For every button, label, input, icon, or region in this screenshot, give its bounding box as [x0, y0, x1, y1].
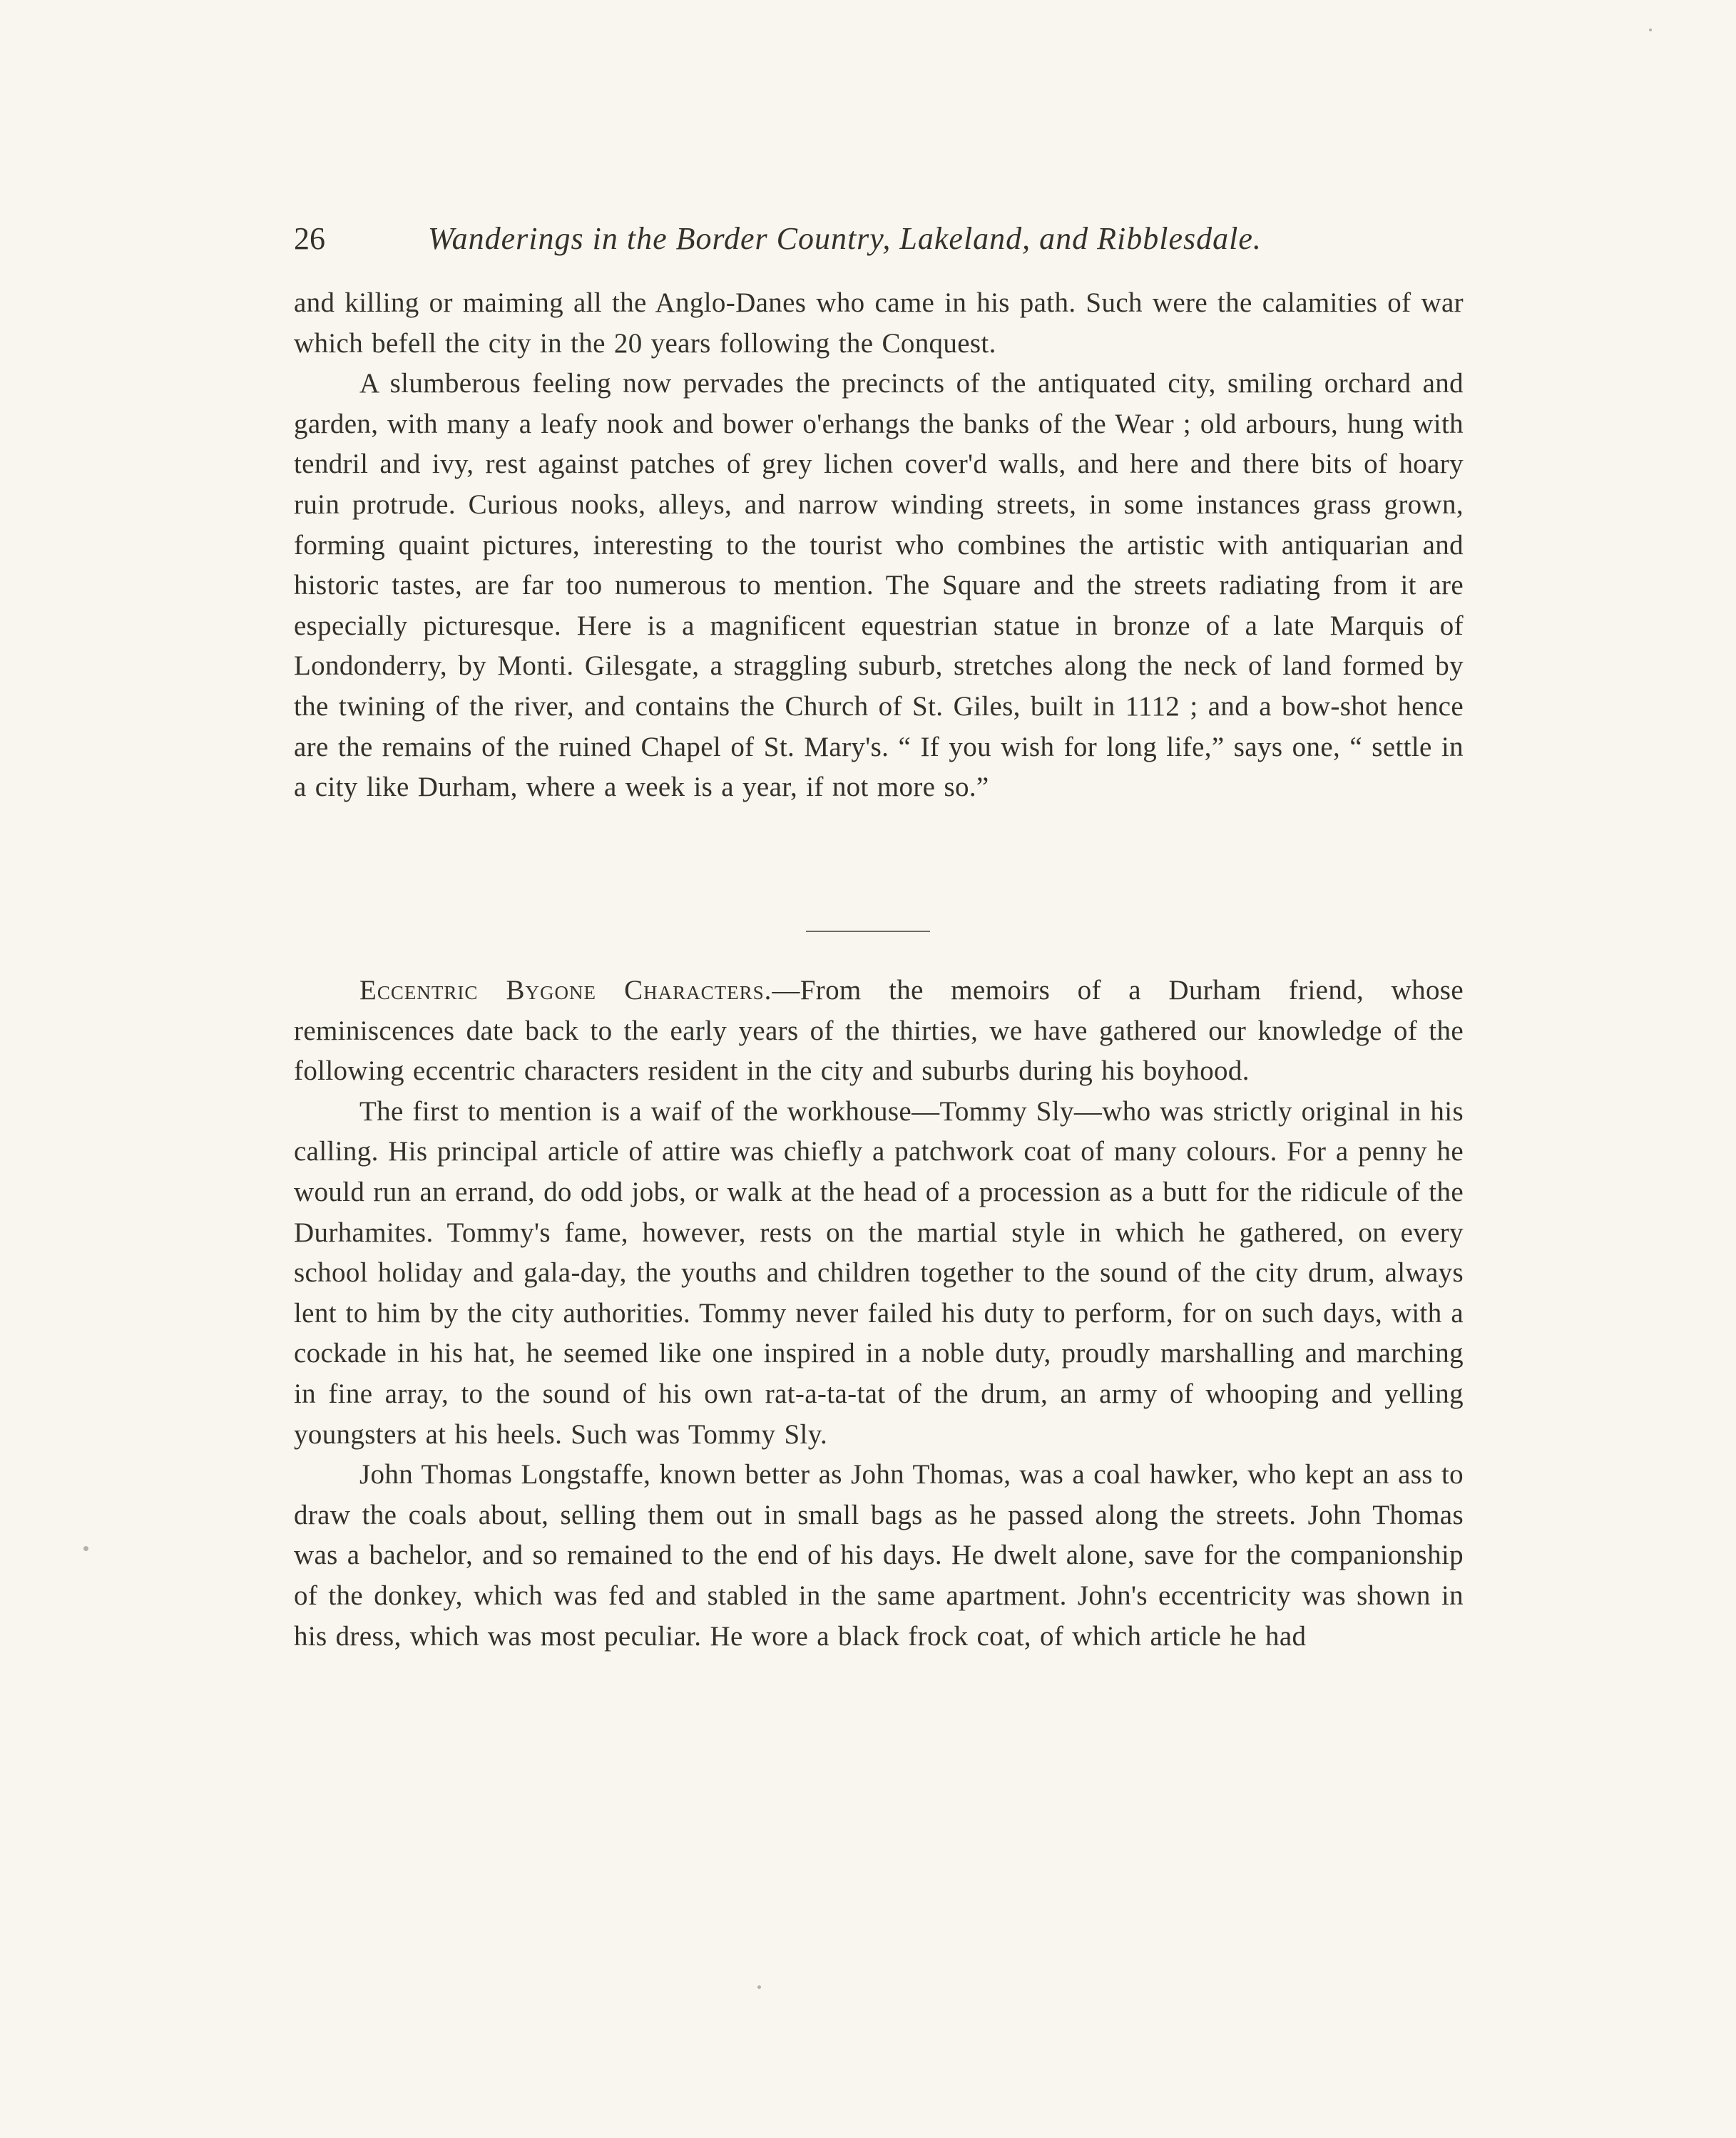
paragraph-durham-description: A slumberous feeling now pervades the precincts of the antiquated city, smiling orchard and garden, with many a leafy nook and bower o'erhangs the banks of the Wear ; old arbours, hung with tendril and ivy, rest against patches of grey lichen cover'd walls, and here and there bits of hoary ruin protrude. Curious nooks, alleys, and narrow winding streets, in some instances grass grown, forming quaint pictures, interesting to the tourist who combines the artistic with antiquarian and historic tastes, are far too numerous to mention. The Square and the streets radiating from it are especially picturesque. Here is a magnificent equestrian statue in bronze of a late Marquis of Londonderry, by Monti. Gilesgate, a straggling suburb, stretches along the neck of land formed by the twining of the river, and contains the Church of St. Giles, built in 1112 ; and a bow-shot hence are the remains of the ruined Chapel of St. Mary's. “ If you wish for long life,” says one, “ settle in a city like Durham, where a week is a year, if not more so.” — [294, 368, 1464, 803]
ink-speck — [1649, 29, 1652, 31]
ink-speck — [83, 1546, 88, 1551]
section-lead-text: —From the memoirs of a Durham friend, whose reminiscences date back to the early years of the thirties, we have gathered our knowledge of the following eccentric characters resident in the city and suburbs during his boyhood. — [294, 975, 1464, 1087]
page-number: 26 — [294, 221, 325, 256]
paragraph-john-thomas: John Thomas Longstaffe, known better as John Thomas, was a coal hawker, who kept an ass to draw the coals about, selling them out in small bags as he passed along the streets. John Thomas was a bachelor, and so remained to the end of his days. He dwelt alone, save for the companionship of the donkey, which was fed and stabled in the same apartment. John's eccentricity was shown in his dress, which was most peculiar. He wore a black frock coat, of which article he had — [294, 1459, 1464, 1652]
ink-speck — [757, 1985, 761, 1989]
section-divider — [806, 931, 930, 932]
paragraph-tommy-sly: The first to mention is a waif of the workhouse—Tommy Sly—who was strictly original in his calling. His principal article of attire was chiefly a patchwork coat of many colours. For a penny he would run an errand, do odd jobs, or walk at the head of a procession as a butt for the ridicule of the Durhamites. Tommy's fame, however, rests on the martial style in which he gathered, on every school holiday and gala-day, the youths and children together to the sound of the city drum, always lent to him by the city authorities. Tommy never failed his duty to perform, for on such days, with a cockade in his hat, he seemed like one inspired in a noble duty, proudly marshalling and marching in fine array, to the sound of his own rat-a-ta-tat of the drum, an army of whooping and yelling youngsters at his heels. Such was Tommy Sly. — [294, 1095, 1464, 1450]
section-heading: Eccentric Bygone Characters. — [359, 975, 772, 1006]
paragraph-eccentric-characters — [294, 971, 1464, 1092]
running-head — [294, 214, 1464, 264]
paragraph-continuation: and killing or maiming all the Anglo-Danes who came in his path. Such were the calamities of war which befell the city in the 20 years following the Conquest. — [294, 287, 1464, 359]
body-text-characters — [294, 971, 1464, 1657]
running-title: Wanderings in the Border Country, Lakeland, and Ribblesdale. — [428, 221, 1262, 256]
body-text-top — [294, 283, 1464, 808]
